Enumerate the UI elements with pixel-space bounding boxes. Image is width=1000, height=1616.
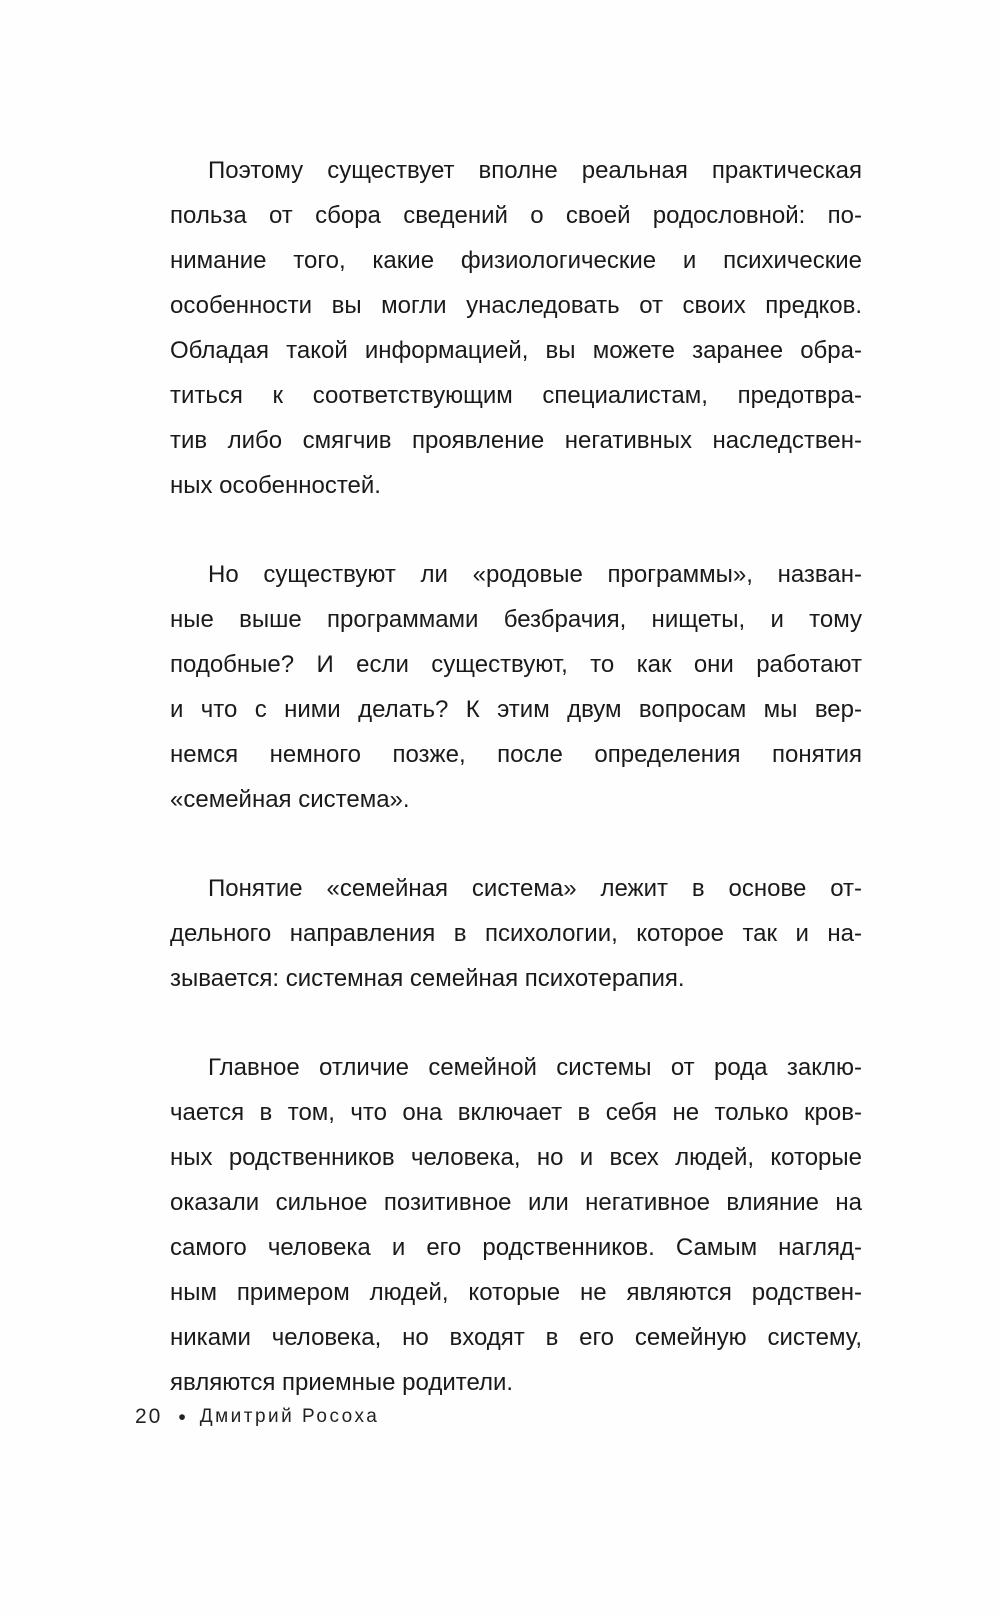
text-line: Обладая такой информацией, вы можете заранее обра-: [170, 337, 862, 364]
text-line: ных особенностей.: [170, 472, 381, 499]
text-line: Понятие «семейная система» лежит в основе от-: [208, 875, 862, 902]
text-line: Главное отличие семейной системы от рода заклю-: [208, 1054, 862, 1081]
text-line: подобные? И если существуют, то как они работают: [170, 651, 862, 678]
text-line: особенности вы могли унаследовать от своих предков.: [170, 292, 862, 319]
text-line: чается в том, что она включает в себя не только кров-: [170, 1099, 862, 1126]
text-block: [170, 148, 862, 1405]
text-line: являются приемные родители.: [170, 1369, 514, 1396]
footer-bullet-icon: •: [178, 1405, 186, 1429]
text-line: нимание того, какие физиологические и психические: [170, 247, 862, 274]
footer: [135, 1405, 379, 1429]
author-name: Дмитрий Росоха: [199, 1406, 380, 1427]
text-line: самого человека и его родственников. Самым нагляд-: [170, 1234, 862, 1261]
text-line: никами человека, но входят в его семейную систему,: [170, 1324, 862, 1351]
paragraph: [170, 866, 862, 1001]
text-line: «семейная система».: [170, 786, 410, 813]
text-line: Но существуют ли «родовые программы», назван-: [208, 561, 862, 588]
text-line: Поэтому существует вполне реальная практическая: [208, 157, 862, 184]
paragraph: [170, 552, 862, 822]
text-line: польза от сбора сведений о своей родословной: по-: [170, 202, 862, 229]
page-number: 20: [135, 1405, 163, 1428]
paragraph: [170, 148, 862, 508]
text-line: ных родственников человека, но и всех людей, которые: [170, 1144, 862, 1171]
text-line: оказали сильное позитивное или негативное влияние на: [170, 1189, 862, 1216]
text-line: дельного направления в психологии, которое так и на-: [170, 920, 862, 947]
text-line: ные выше программами безбрачия, нищеты, и тому: [170, 606, 862, 633]
text-line: ным примером людей, которые не являются родствен-: [170, 1279, 862, 1306]
paragraph: [170, 1045, 862, 1405]
text-line: тив либо смягчив проявление негативных наследствен-: [170, 427, 862, 454]
text-line: немся немного позже, после определения понятия: [170, 741, 862, 768]
text-line: титься к соответствующим специалистам, предотвра-: [170, 382, 862, 409]
text-line: зывается: системная семейная психотерапия.: [170, 965, 685, 992]
text-line: и что с ними делать? К этим двум вопросам мы вер-: [170, 696, 862, 723]
